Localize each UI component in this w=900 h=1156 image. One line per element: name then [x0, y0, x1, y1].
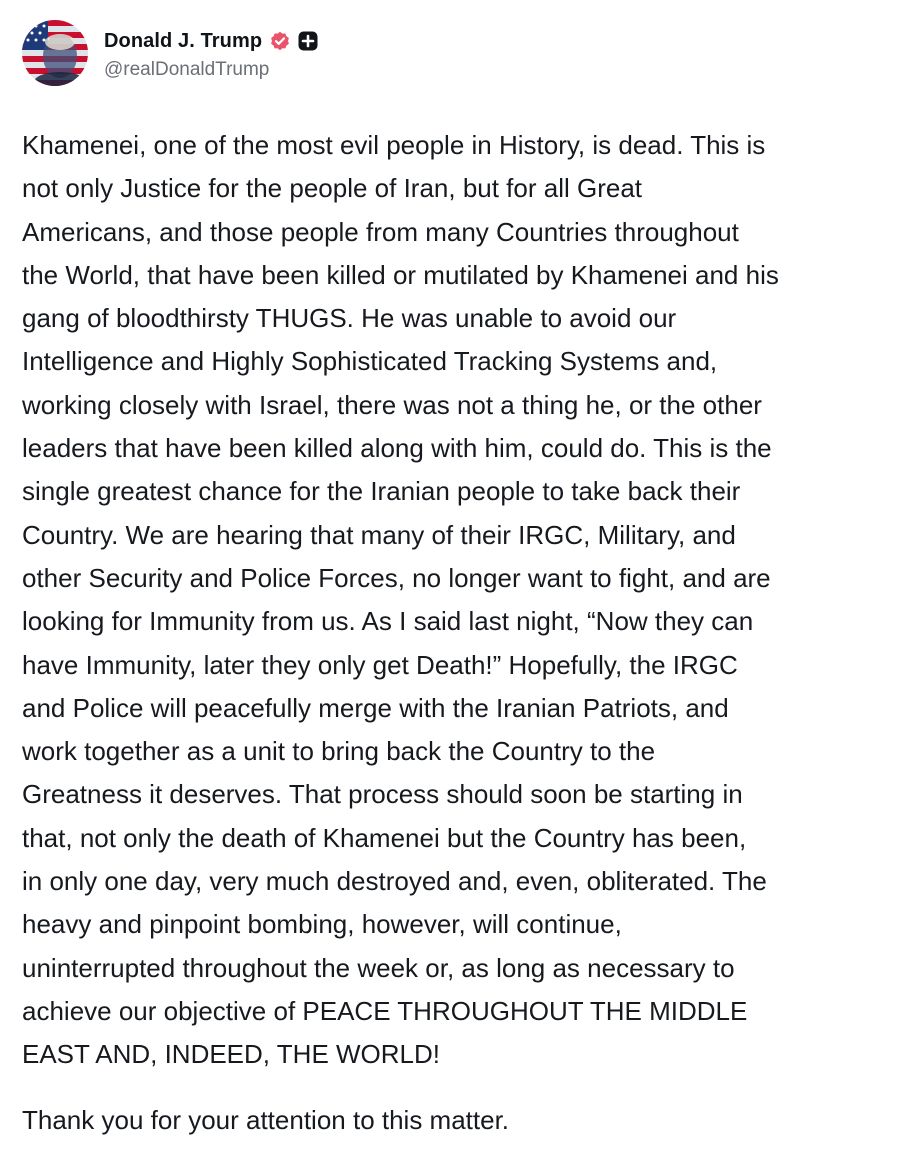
author-handle[interactable]: @realDonaldTrump [104, 59, 270, 80]
post-header [22, 20, 318, 86]
post-content [22, 124, 884, 1142]
post-closing-text: Thank you for your attention to this matter. [22, 1104, 510, 1135]
post-body-text: Khamenei, one of the most evil people in History, is dead. This is not only Justice for the people of Iran, but for all Great Americans, and those people from many Countries throughout the World, that have been killed or mutilated by Khamenei and his gang of bloodthirsty THUGS. He was unable to avoid our Intelligence and Highly Sophisticated Tracking Systems and, working closely with Israel, there was not a thing he, or the other leaders that have been killed along with him, could do. This is the single greatest chance for the Iranian people to take back their Country. We are hearing that many of their IRGC, Military, and other Security and Police Forces, no longer want to fight, and are looking for Immunity from us. As I said last night, “Now they can have Immunity, later they only get Death!” Hopefully, the IRGC and Police will peacefully merge with the Iranian Patriots, and work together as a unit to bring back the Country to the Greatness it deserves. That process should soon be starting in that, not only the death of Khamenei but the Country has been, in only one day, very much destroyed and, even, obliterated. The heavy and pinpoint bombing, however, will continue, uninterrupted throughout the week or, as long as necessary to achieve our objective of PEACE THROUGHOUT THE MIDDLE EAST AND, INDEED, THE WORLD! [22, 130, 779, 1070]
avatar[interactable] [22, 20, 88, 86]
plus-badge-icon [298, 31, 318, 51]
name-row [104, 25, 318, 57]
verified-badge-icon [270, 31, 290, 51]
author-names [104, 25, 318, 81]
avatar-image [22, 20, 88, 86]
author-display-name[interactable]: Donald J. Trump [104, 29, 263, 52]
